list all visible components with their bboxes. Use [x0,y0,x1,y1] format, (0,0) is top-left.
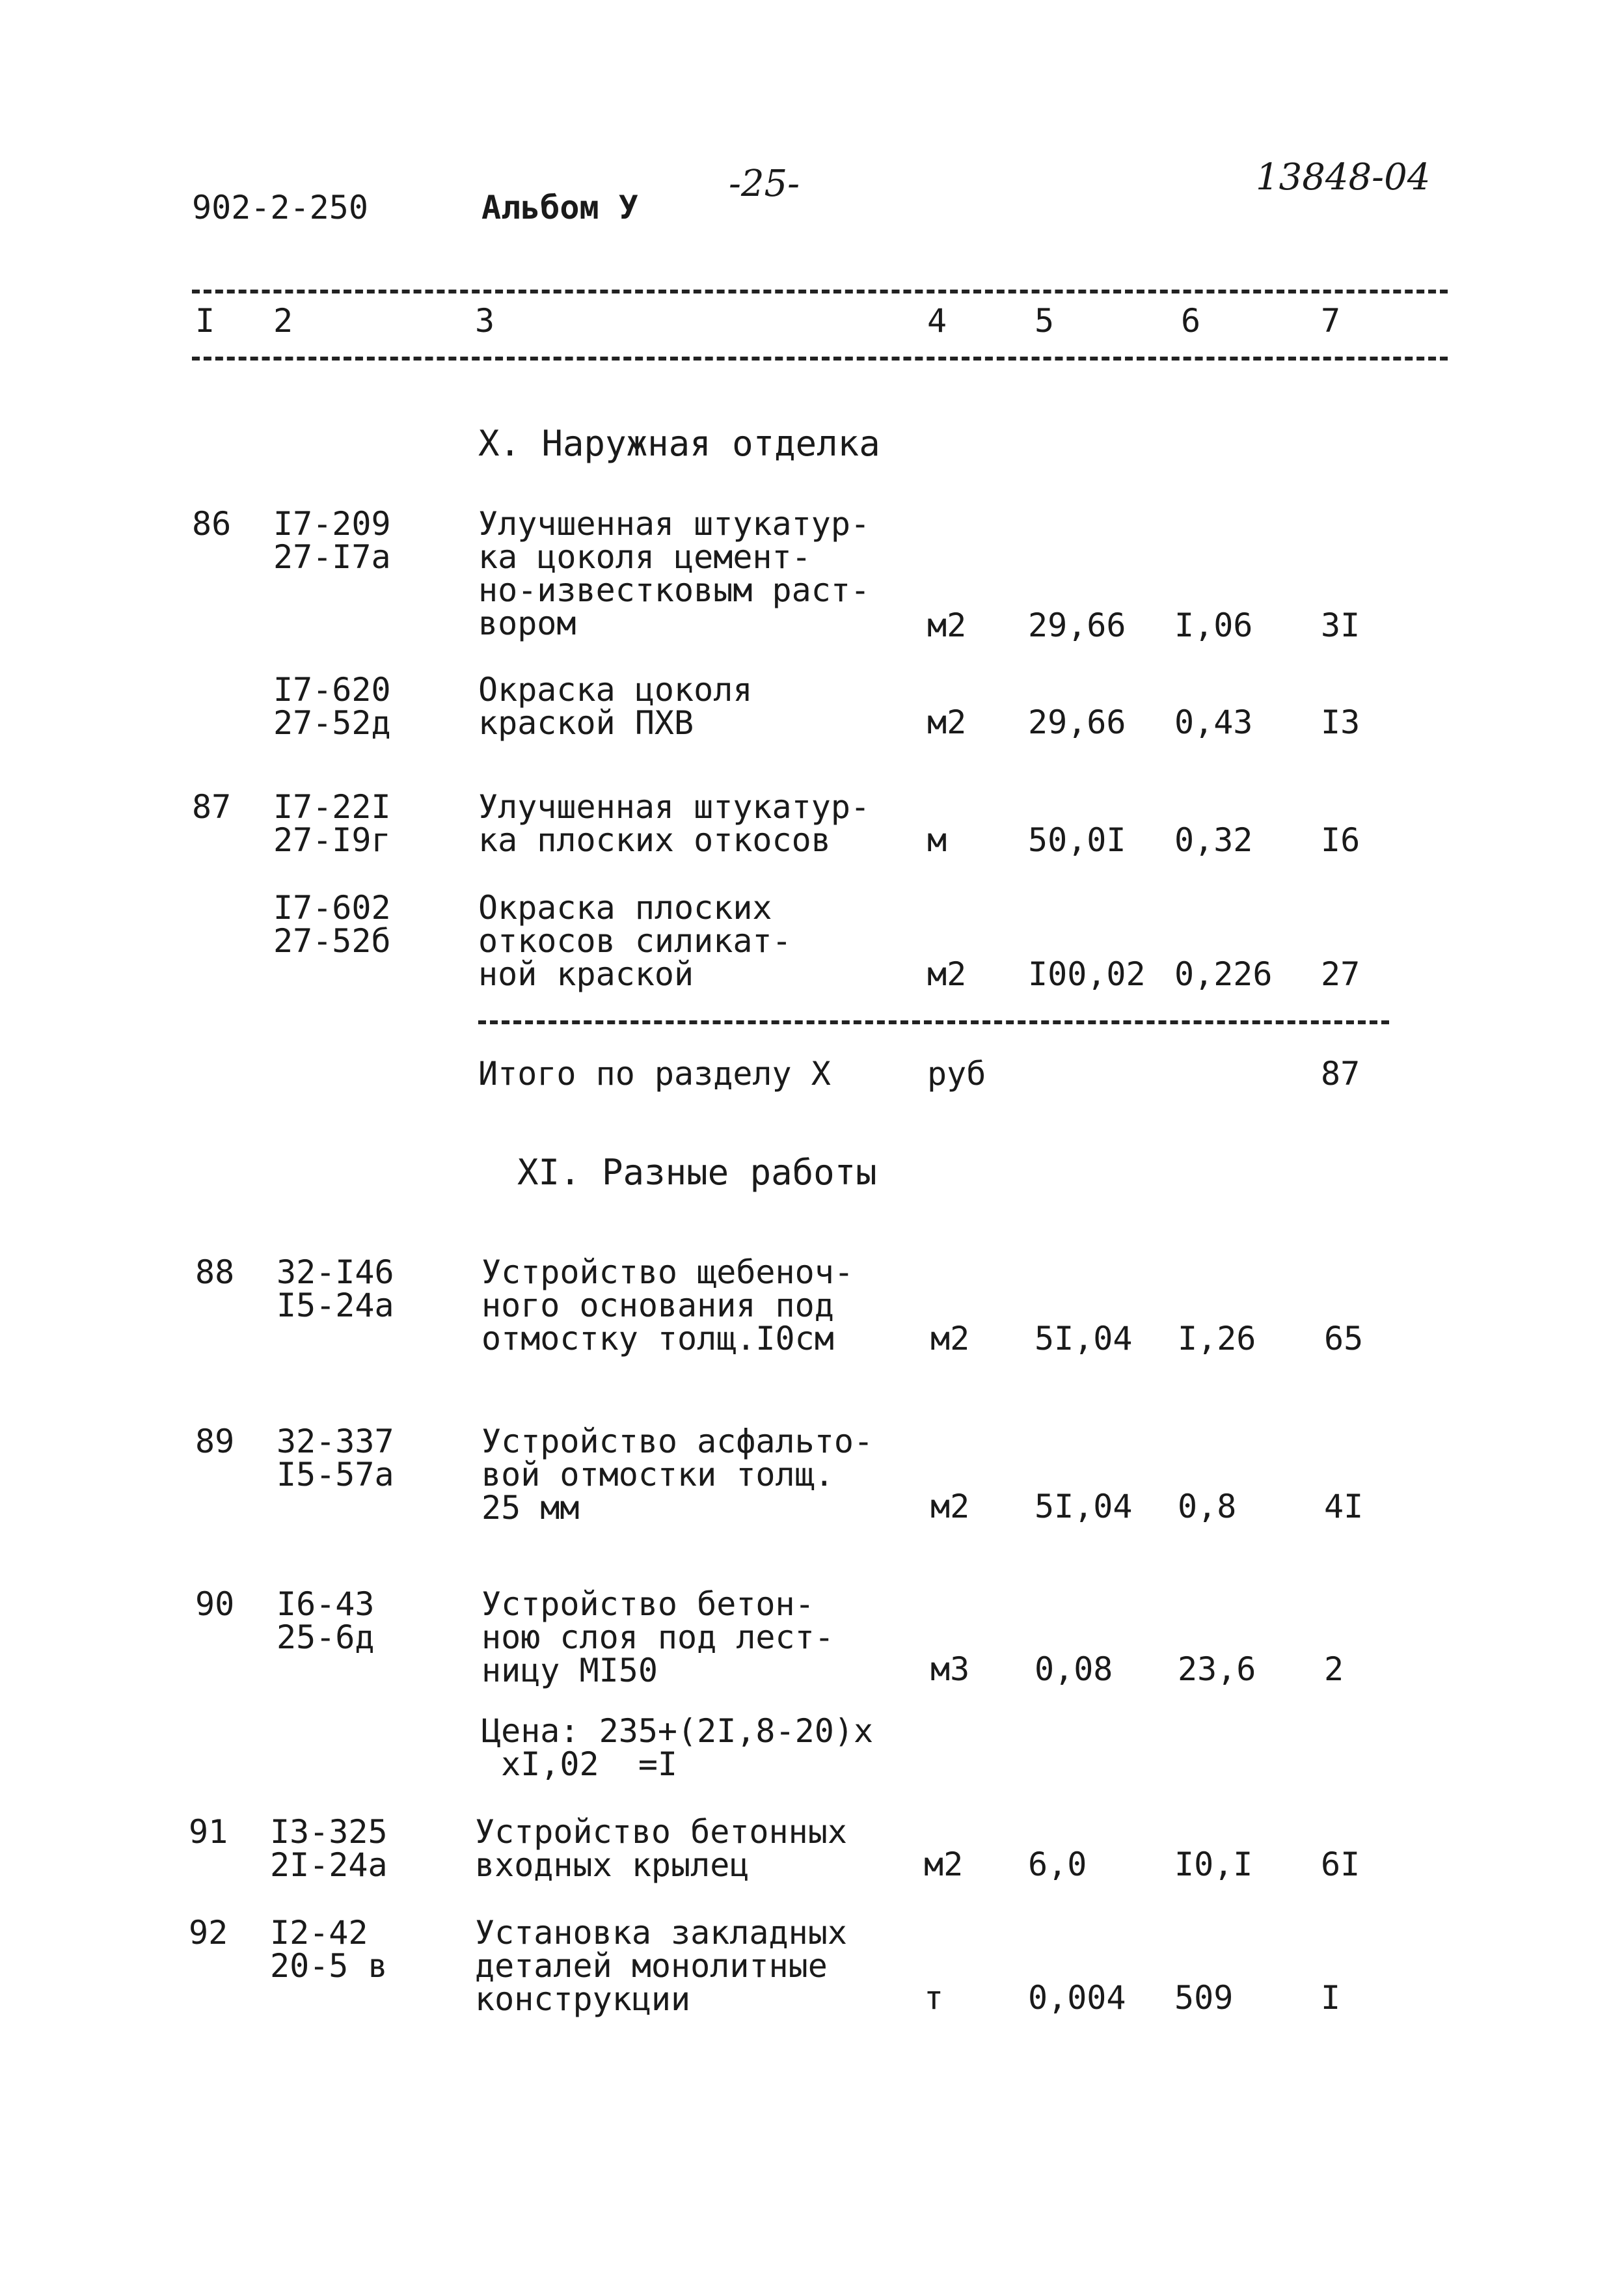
row-cost: 4I [1324,1488,1364,1525]
doc-code: 902-2-250 [192,189,368,226]
row-unit-price: 23,6 [1178,1650,1256,1688]
row-code: I7-602 27-52б [273,889,391,960]
column-header-5: 5 [1035,302,1055,340]
row-unit-price: 509 [1174,1979,1234,2017]
row-quantity: I00,02 [1028,955,1146,993]
row-description: Устройство асфальто- вой отмостки толщ. 25 мм [481,1423,874,1527]
row-cost: 6I [1321,1846,1360,1883]
row-description: Улучшенная штукатур- ка цоколя цемент- но-известковым раст- вором [478,505,871,642]
row-cost: 2 [1324,1650,1344,1688]
row-number: 89 [195,1423,235,1460]
row-number: 86 [192,505,232,543]
row-cost: I6 [1321,821,1360,859]
section-title: X. Наружная отделка [478,423,880,464]
reference-code: 13848-04 [1256,156,1431,198]
row-description: Окраска цоколя краской ПХВ [478,671,753,742]
section-title: XI. Разные работы [517,1152,877,1193]
column-header-1: I [195,302,215,340]
header-top-rule [192,290,1448,293]
column-header-2: 2 [273,302,293,340]
row-code: 32-337 I5-57a [277,1423,394,1493]
header-bottom-rule [192,357,1448,361]
row-number: 87 [192,788,232,826]
row-code: I2-42 20-5 в [270,1914,388,1985]
total-label: Итого по разделу X [478,1055,831,1093]
row-description: Устройство бетон- ною слоя под лест- ницу МI50 [481,1585,834,1689]
row-code: I7-22I 27-I9г [273,788,391,859]
row-code: 32-I46 I5-24a [277,1253,394,1324]
row-unit-price: 0,8 [1178,1488,1237,1525]
row-unit: м2 [930,1320,970,1357]
row-code: I6-43 25-6д [277,1585,375,1656]
row-cost: 27 [1321,955,1360,993]
row-unit: м [927,821,947,859]
row-unit: м2 [927,607,967,644]
row-cost: I3 [1321,703,1360,741]
price-note: Цена: 235+(2I,8-20)х хI,02 =I [481,1712,874,1783]
row-code: I7-620 27-52д [273,671,391,742]
column-header-7: 7 [1321,302,1341,340]
row-quantity: 0,08 [1035,1650,1113,1688]
row-unit-price: I,26 [1178,1320,1256,1357]
row-description: Устройство щебеноч- ного основания под отмостку толщ.I0см [481,1253,854,1357]
row-quantity: 50,0I [1028,821,1126,859]
row-code: I3-325 2I-24a [270,1813,388,1884]
row-quantity: 29,66 [1028,703,1126,741]
row-unit: м3 [930,1650,970,1688]
column-header-4: 4 [927,302,947,340]
album-label: Альбом У [481,189,638,226]
row-unit-price: I,06 [1174,607,1253,644]
row-number: 91 [189,1813,228,1851]
row-cost: 65 [1324,1320,1364,1357]
row-description: Устройство бетонных входных крылец [475,1813,847,1884]
total-cost: 87 [1321,1055,1360,1093]
row-unit-price: 0,43 [1174,703,1253,741]
row-code: I7-209 27-I7a [273,505,391,576]
row-unit: т [924,1979,944,2017]
row-unit-price: 0,226 [1174,955,1273,993]
row-description: Улучшенная штукатур- ка плоских откосов [478,788,871,859]
row-quantity: 0,004 [1028,1979,1126,2017]
row-cost: I [1321,1979,1341,2017]
row-quantity: 29,66 [1028,607,1126,644]
total-unit: руб [927,1055,986,1093]
row-quantity: 5I,04 [1035,1488,1133,1525]
page-number: -25- [729,163,800,205]
row-unit: м2 [927,955,967,993]
subtotal-rule [478,1020,1389,1024]
row-unit: м2 [924,1846,964,1883]
row-number: 92 [189,1914,228,1952]
row-description: Окраска плоских откосов силикат- ной краской [478,889,792,993]
column-header-6: 6 [1181,302,1201,340]
row-unit: м2 [930,1488,970,1525]
row-cost: 3I [1321,607,1360,644]
row-unit: м2 [927,703,967,741]
row-quantity: 6,0 [1028,1846,1087,1883]
row-unit-price: 0,32 [1174,821,1253,859]
row-number: 90 [195,1585,235,1623]
column-header-3: 3 [475,302,495,340]
row-number: 88 [195,1253,235,1291]
row-description: Установка закладных деталей монолитные конструкции [475,1914,847,2018]
row-quantity: 5I,04 [1035,1320,1133,1357]
row-unit-price: I0,I [1174,1846,1253,1883]
